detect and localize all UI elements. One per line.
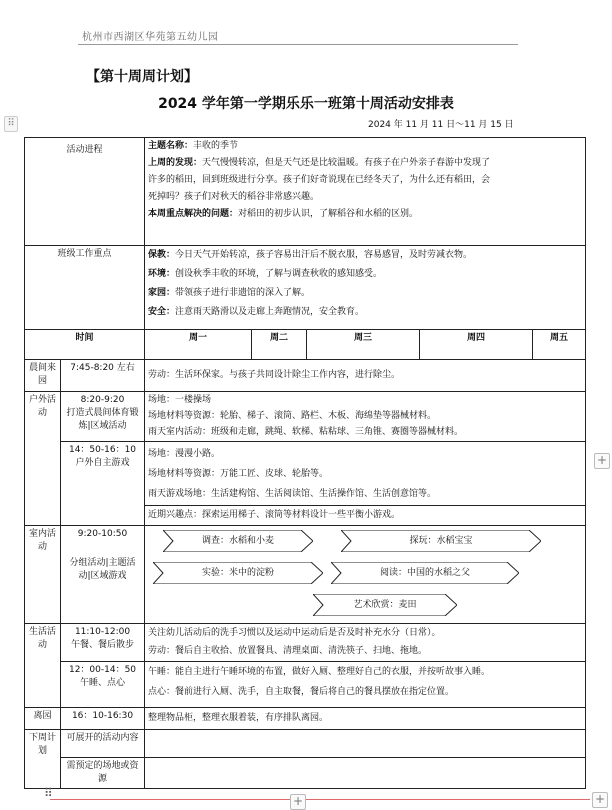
outdoor-slot1-row: [25, 392, 586, 442]
leave-time: 16：10-16:30: [61, 708, 145, 730]
outdoor-section: 户外活动: [25, 392, 61, 526]
morning-row: [25, 360, 586, 392]
indoor-arrow-3: [153, 562, 323, 584]
indoor-arrow-4-label: 阅读：中国的水稻之父: [380, 568, 471, 578]
focus-key-4: 安全：: [148, 307, 176, 317]
focus-val-1: 今日天气开始转凉，孩子容易出汗后不脱衣服，容易感冒，及时劳减衣物。: [175, 250, 473, 260]
life-slot1-desc: 午餐、餐后散步: [71, 640, 135, 650]
focus-val-2: 创设秋季丰收的环境，了解与调查秋收的感知感受。: [175, 269, 383, 279]
outdoor-slot1-content: [145, 392, 586, 442]
outdoor-slot2-line-3: 雨天游戏场地：生活建构馆、生活阅读馆、生活操作馆、生活创意馆等。: [148, 489, 437, 499]
found-line-2: 许多的稻田，回到班级进行分享。孩子们好奇说现在已经冬天了，为什么还有稻田，会: [148, 175, 491, 185]
day-header-row: [25, 330, 586, 360]
weekly-plan-table: [24, 137, 586, 789]
header-divider: [78, 44, 518, 45]
life-slot2-line-1: 午睡：能自主进行午睡环境的布置，做好入厕、整理好自己的衣服，并按听故事入睡。: [148, 667, 491, 677]
next-row-2: [25, 758, 586, 789]
outdoor-slot1-line-3: 雨天室内活动：班级和走廊，跳绳、软梯、粘粘球、三角锥、赛圈等器械材料。: [148, 427, 464, 437]
page-title: 2024 学年第一学期乐乐一班第十周活动安排表: [158, 96, 454, 112]
day-mon: 周一: [145, 330, 252, 360]
add-corner-plus-icon[interactable]: +: [592, 792, 608, 808]
morning-time: 7:45-8:20 左右: [61, 360, 145, 392]
life-slot2-desc: 午睡、点心: [80, 678, 126, 688]
life-slot1-line-1: 关注幼儿活动后的洗手习惯以及运动中运动后是否及时补充水分（日常）。: [148, 628, 441, 638]
outdoor-interest: 近期兴趣点：探索运用梯子、滚筒等材料设计一些平衡小游戏。: [145, 506, 586, 526]
indoor-time: 9:20-10:50: [77, 529, 128, 539]
day-tue: 周二: [252, 330, 307, 360]
indoor-arrow-1: [163, 530, 313, 552]
outdoor-slot2-cell: [61, 442, 145, 526]
found-line-1: 天气慢慢转凉，但是天气还是比较温暖。有孩子在户外亲子春游中发现了: [202, 158, 491, 168]
indoor-section: 室内活动: [25, 526, 61, 624]
progress-content: [145, 138, 586, 246]
life-slot1-line-2: 劳动：餐后自主收拾、放置餐具、清理桌面、清洗筷子、扫地、拖地。: [148, 646, 428, 656]
date-range: 2024 年 11 月 11 日～11 月 15 日: [368, 120, 514, 130]
row-insert-guide: [50, 799, 590, 800]
leave-row: [25, 708, 586, 730]
indoor-desc: 分组活动|主题活动|区域游戏: [69, 558, 136, 581]
outdoor-slot2-line-1: 场地：漫漫小路。: [148, 449, 221, 459]
progress-label: 活动进程: [25, 138, 145, 246]
theme-value: 丰收的季节: [193, 141, 239, 151]
leave-content: 整理物品柜，整理衣服着装，有序排队离园。: [145, 708, 586, 730]
time-header: 时间: [25, 330, 145, 360]
found-line-3: 死掉吗？孩子们对秋天的稻谷非常感兴趣。: [148, 192, 320, 202]
indoor-arrow-2-label: 探玩：水稻宝宝: [409, 536, 473, 546]
day-fri: 周五: [533, 330, 586, 360]
morning-section: 晨间来园: [25, 360, 61, 392]
day-wed: 周三: [307, 330, 420, 360]
indoor-arrow-5-label: 艺术欣赏：麦田: [353, 600, 417, 610]
focus-row: [25, 246, 586, 330]
life-slot2-content: [145, 662, 586, 708]
life-slot2-line-2: 点心：餐前进行入厕、洗手，自主取餐，餐后将自己的餐具摆放在指定位置。: [148, 687, 455, 697]
outdoor-slot2-row: [25, 442, 586, 506]
focus-val-3: 带领孩子进行非遗馆的深入了解。: [175, 288, 311, 298]
life-slot1-content: [145, 624, 586, 662]
indoor-arrow-3-label: 实验：米中的淀粉: [202, 568, 275, 578]
add-column-plus-icon[interactable]: +: [594, 453, 610, 469]
outdoor-slot1-desc: 打造式晨间体育锻炼|区域活动: [66, 408, 139, 431]
theme-key: 主题名称：: [148, 141, 194, 151]
focus-key-2: 环境：: [148, 269, 176, 279]
outdoor-slot2-time: 14：50-16：10: [68, 445, 137, 455]
found-key: 上周的发现：: [148, 158, 203, 168]
table-drag-handle-icon[interactable]: ⠿: [4, 116, 18, 132]
life-slot2-time: 12：00-14：50: [68, 665, 137, 675]
indoor-arrow-1-label: 调查：水稻和小麦: [202, 536, 275, 546]
life-slot1-row: [25, 624, 586, 662]
outdoor-slot1-line-1: 场地：一楼操场: [148, 395, 212, 405]
outdoor-slot1-line-2: 场地材料等资源：轮胎、梯子、滚筒、路栏、木板、海绵垫等器械材料。: [148, 411, 437, 421]
next-row-1: [25, 730, 586, 758]
next-row2-label: 需预定的场地或资源: [61, 758, 145, 789]
life-slot1-time: 11:10-12:00: [74, 627, 131, 637]
outdoor-slot2-line-2: 场地材料等资源：万能工匠、皮球、轮胎等。: [148, 469, 329, 479]
focus-content: [145, 246, 586, 330]
focus-val-4: 注意雨天路滑以及走廊上奔跑情况，安全教育。: [175, 307, 365, 317]
next-row2-content[interactable]: [145, 758, 586, 789]
next-section: 下周计划: [25, 730, 61, 789]
progress-row: [25, 138, 586, 246]
indoor-arrow-2: [341, 530, 541, 552]
next-row1-label: 可展开的活动内容: [61, 730, 145, 758]
add-row-plus-icon[interactable]: +: [290, 794, 306, 810]
focus-key-1: 保教：: [148, 250, 176, 260]
outdoor-slot1-time: 8:20-9:20: [80, 395, 125, 405]
move-handle-icon[interactable]: ⠿: [44, 786, 53, 800]
day-thu: 周四: [420, 330, 533, 360]
life-slot1-cell: [61, 624, 145, 662]
indoor-row: [25, 526, 586, 624]
outdoor-slot1-cell: [61, 392, 145, 442]
problem-key: 本周重点解决的问题：: [148, 209, 239, 219]
indoor-time-cell: [61, 526, 145, 624]
focus-key-3: 家园：: [148, 288, 176, 298]
leave-section: 离园: [25, 708, 61, 730]
outdoor-slot2-content: [145, 442, 586, 506]
life-slot2-row: [25, 662, 586, 708]
school-name: 杭州市西湖区华苑第五幼儿园: [82, 32, 219, 43]
focus-label: 班级工作重点: [25, 246, 145, 330]
plan-label: 【第十周周计划】: [86, 69, 198, 85]
morning-content: 劳动：生活环保家。与孩子共同设计除尘工作内容，进行除尘。: [145, 360, 586, 392]
life-slot2-cell: [61, 662, 145, 708]
outdoor-slot2-desc: 户外自主游戏: [75, 458, 130, 468]
indoor-content: [145, 526, 586, 624]
next-row1-content[interactable]: [145, 730, 586, 758]
problem-value: 对稻田的初步认识，了解稻谷和水稻的区别。: [238, 209, 419, 219]
indoor-arrow-4: [331, 562, 519, 584]
indoor-arrow-5: [313, 594, 457, 616]
life-section: 生活活动: [25, 624, 61, 708]
